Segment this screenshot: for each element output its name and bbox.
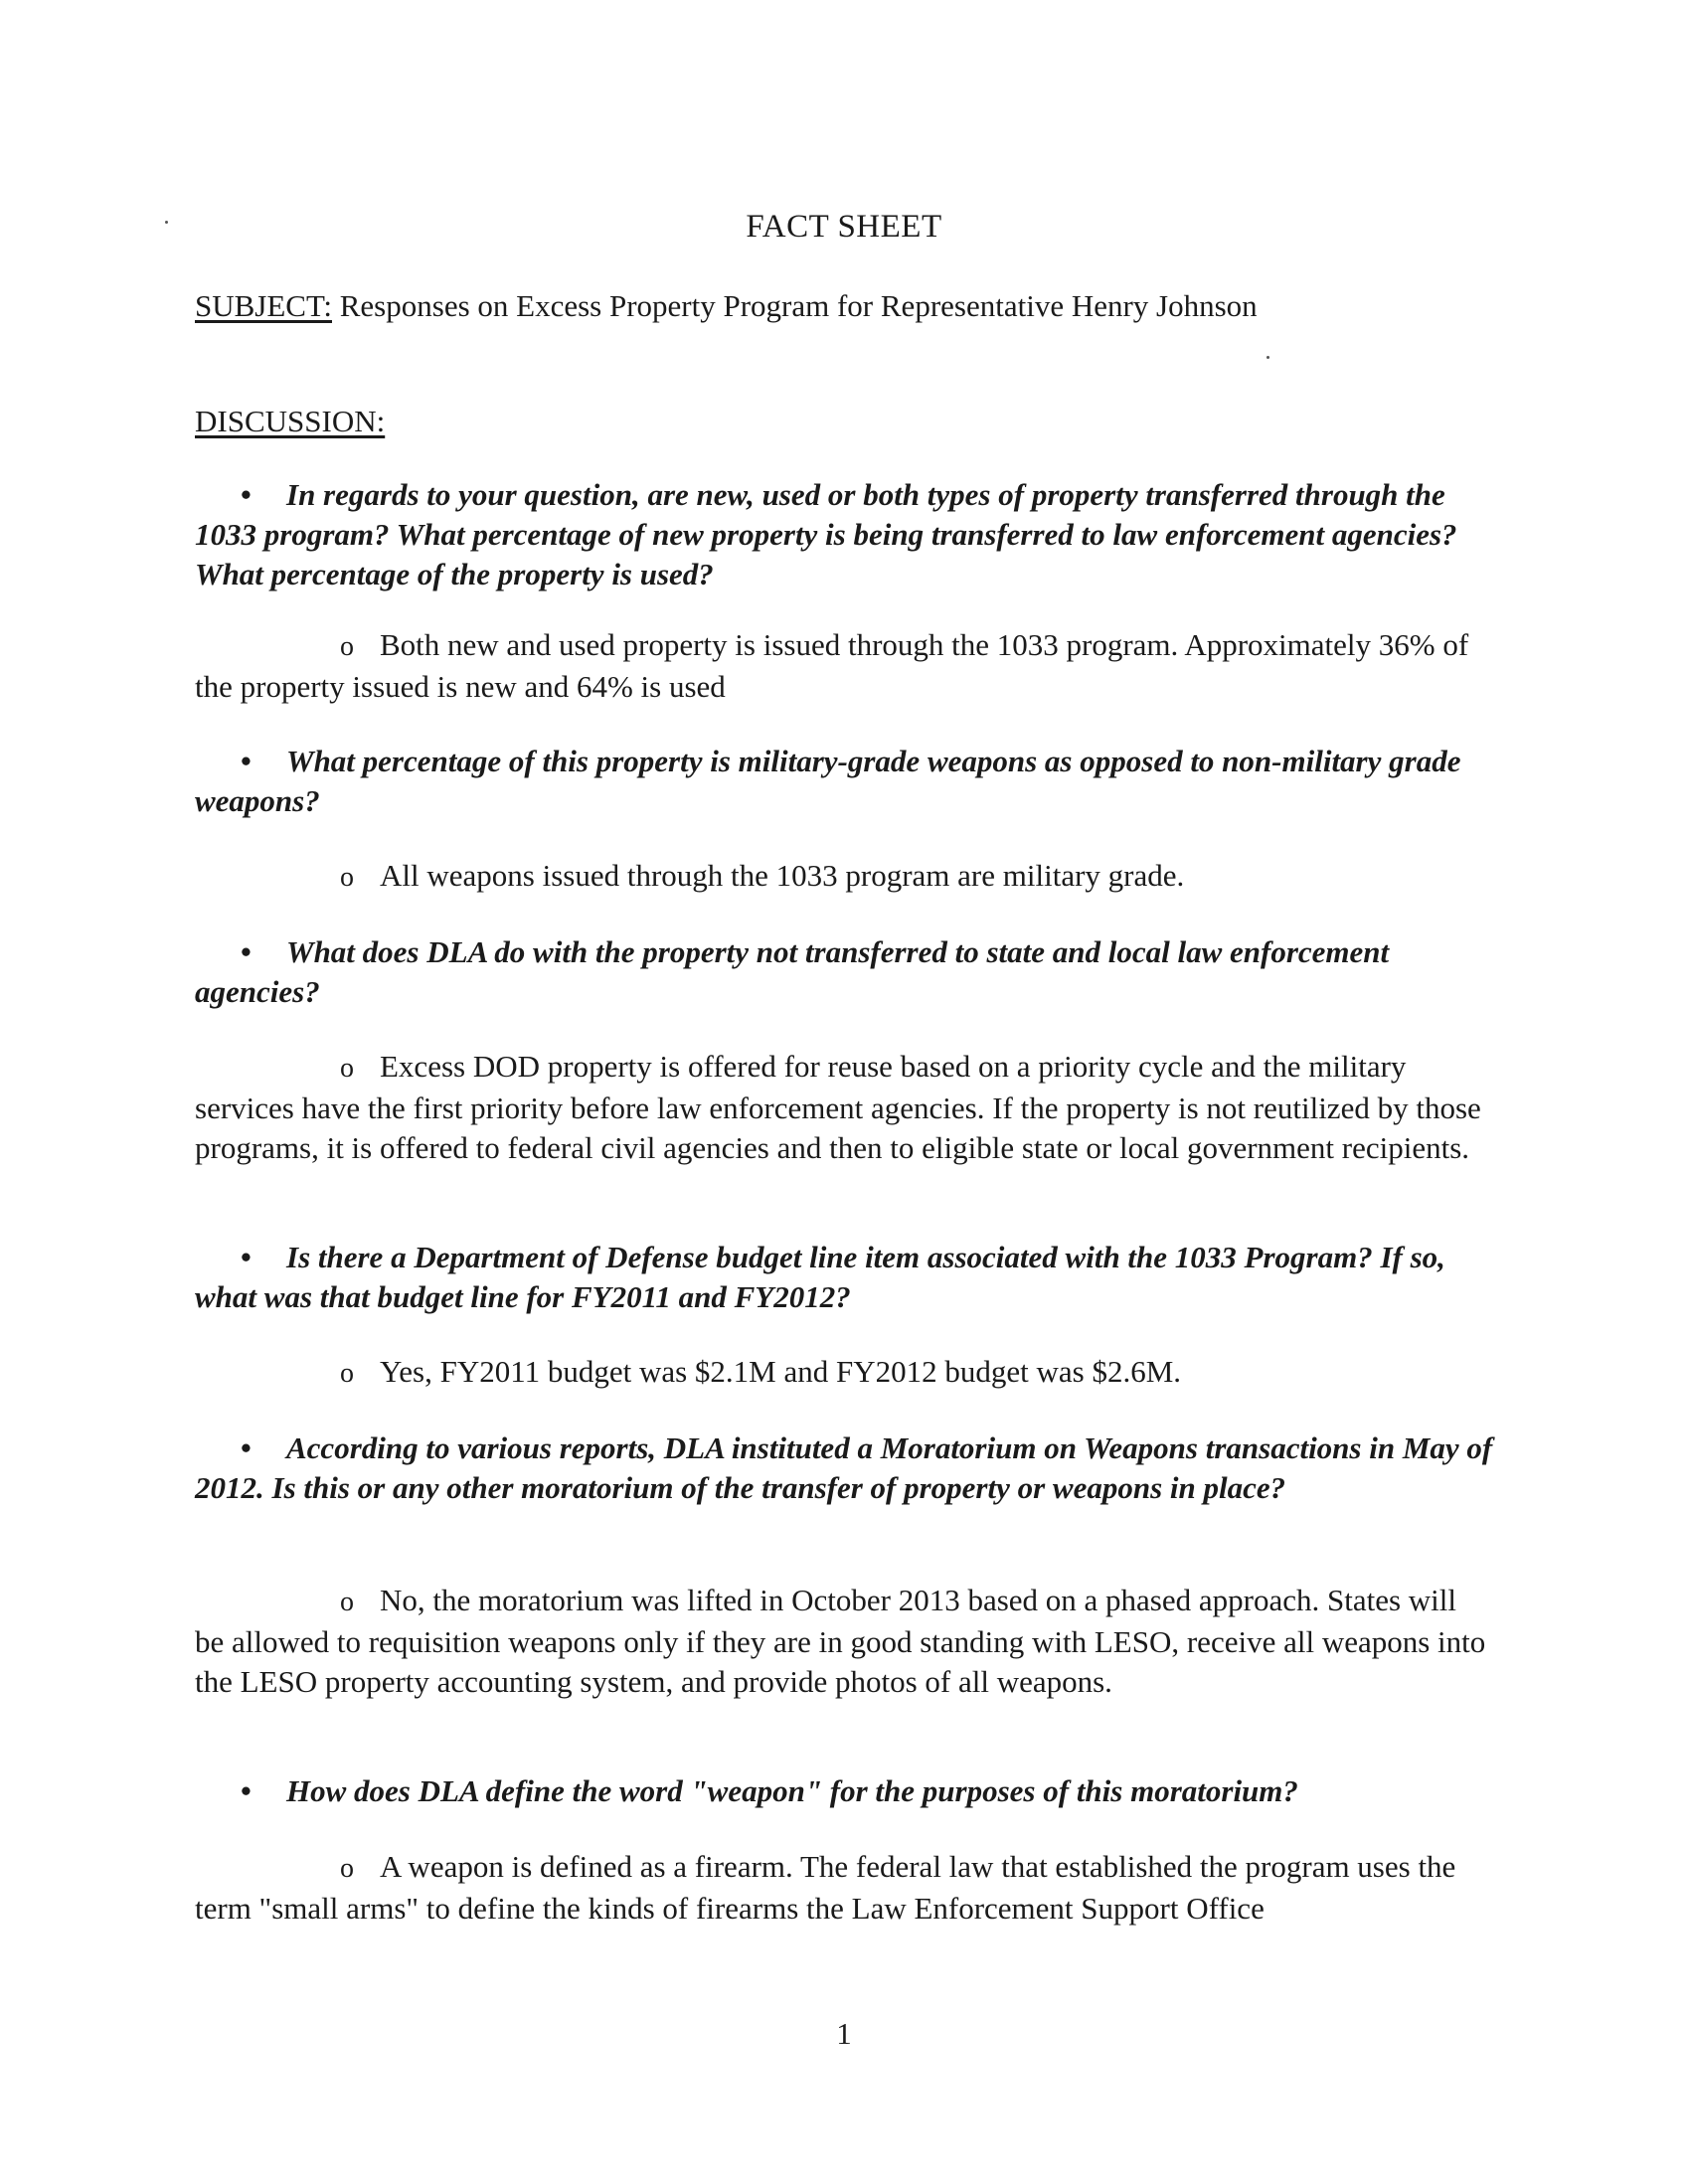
bullet-icon: •: [241, 477, 252, 512]
bullet-icon: •: [241, 1430, 252, 1465]
circle-bullet-icon: o: [340, 631, 354, 662]
bullet-icon: •: [241, 744, 252, 778]
bullet-icon: •: [241, 1240, 252, 1274]
subject-text: Responses on Excess Property Program for Representative Henry Johnson: [332, 288, 1258, 323]
scan-speck: [1266, 356, 1269, 359]
answer-6: [195, 1847, 1487, 1929]
question-4: [195, 1238, 1507, 1317]
question-text: What percentage of this property is military-grade weapons as opposed to non-military grade weapons?: [195, 744, 1461, 818]
question-6: [195, 1771, 1507, 1811]
question-text: In regards to your question, are new, used or both types of property transferred through the 1033 program? What percentage of new property is being transferred to law enforcement agencies? What percentage of the property is used?: [195, 477, 1457, 591]
discussion-heading: DISCUSSION:: [195, 404, 386, 438]
answer-text: Excess DOD property is offered for reuse based on a priority cycle and the military services have the first priority before law enforcement agencies. If the property is not reutilized by those programs, it is offered to federal civil agencies and then to eligible state or local government recipients.: [195, 1049, 1481, 1165]
answer-4: [195, 1352, 1487, 1394]
question-text: What does DLA do with the property not transferred to state and local law enforcement agencies?: [195, 934, 1390, 1009]
bullet-icon: •: [241, 934, 252, 969]
circle-bullet-icon: o: [340, 1053, 354, 1084]
question-5: [195, 1428, 1507, 1508]
answer-5: [195, 1581, 1487, 1702]
answer-text: A weapon is defined as a firearm. The federal law that established the program uses the term "small arms" to define the kinds of firearms the Law Enforcement Support Office: [195, 1849, 1456, 1926]
answer-1: [195, 625, 1487, 707]
circle-bullet-icon: o: [340, 1853, 354, 1884]
document-title: FACT SHEET: [746, 209, 942, 245]
answer-text: Yes, FY2011 budget was $2.1M and FY2012 budget was $2.6M.: [380, 1354, 1182, 1389]
answer-text: No, the moratorium was lifted in October 2013 based on a phased approach. States will be allowed to requisition weapons only if they are in good standing with LESO, receive all weapons into the LESO property accounting system, and provide photos of all weapons.: [195, 1583, 1486, 1699]
answer-text: All weapons issued through the 1033 program are military grade.: [380, 858, 1185, 893]
answer-3: [195, 1047, 1487, 1168]
bullet-icon: •: [241, 1773, 252, 1808]
circle-bullet-icon: o: [340, 1587, 354, 1617]
page-number: 1: [836, 2016, 852, 2051]
question-2: [195, 742, 1507, 821]
subject-label: SUBJECT:: [195, 288, 332, 323]
circle-bullet-icon: o: [340, 1358, 354, 1389]
question-1: [195, 475, 1507, 594]
question-text: According to various reports, DLA instituted a Moratorium on Weapons transactions in May of 2012. Is this or any other moratorium of the transfer of property or weapons in place?: [195, 1430, 1493, 1505]
question-3: [195, 932, 1507, 1012]
question-text: Is there a Department of Defense budget line item associated with the 1033 Program? If so, what was that budget line for FY2011 and FY2012?: [195, 1240, 1445, 1314]
subject-line: [195, 286, 1258, 326]
circle-bullet-icon: o: [340, 862, 354, 893]
question-text: How does DLA define the word "weapon" for the purposes of this moratorium?: [286, 1773, 1298, 1808]
answer-2: [195, 856, 1487, 898]
answer-text: Both new and used property is issued through the 1033 program. Approximately 36% of the property issued is new and 64% is used: [195, 627, 1469, 704]
